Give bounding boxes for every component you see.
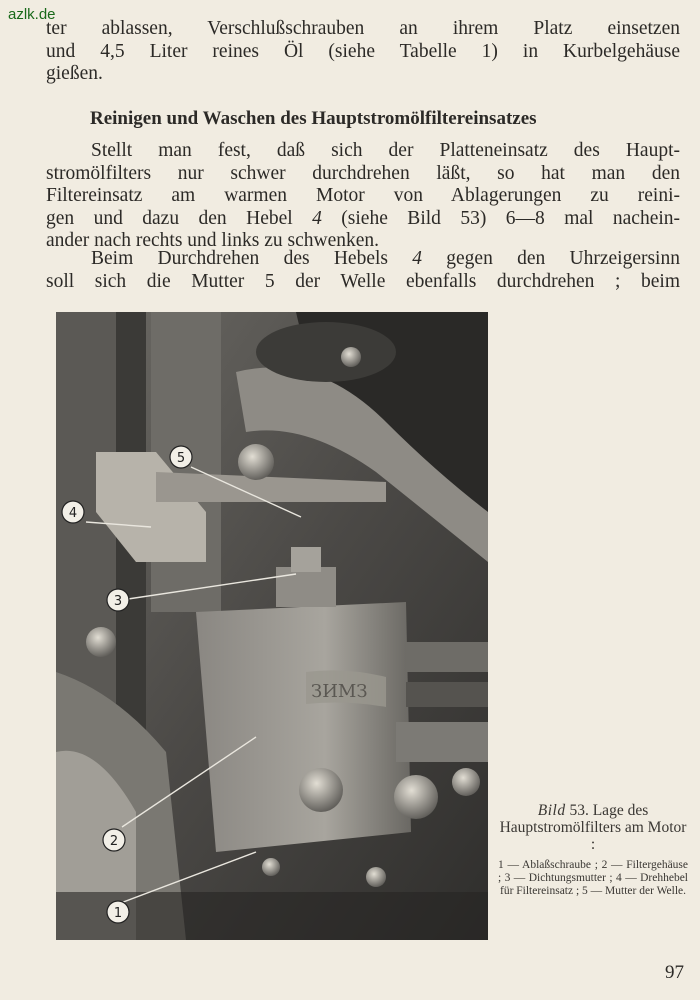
caption-title-text: Lage des Hauptstromölfilters am Motor :: [499, 802, 687, 853]
figure-caption: [498, 802, 688, 898]
caption-title: [498, 802, 688, 853]
callout-number: 4: [68, 506, 78, 521]
text-line: gießen.: [46, 63, 103, 85]
callout-label-1: [107, 901, 129, 923]
paragraph-rotation: [46, 248, 680, 293]
callout-number: 3: [113, 594, 123, 609]
text-line: stromölfilters nur schwer durchdrehen läßt, so hat man den: [46, 162, 680, 184]
text-line: ander nach rechts und links zu schwenken.: [46, 230, 380, 252]
caption-legend: 1 — Ablaßschraube ; 2 — Filtergehäuse ; 3 — Dichtungsmutter ; 4 — Drehhebel für Filtereinsatz ; 5 — Mutter der Welle.: [498, 859, 688, 897]
callout-label-5: [170, 446, 192, 468]
section-heading: Reinigen und Waschen des Hauptstromölfiltereinsatzes: [90, 108, 537, 129]
callout-number: 5: [176, 451, 186, 466]
caption-number: 53.: [565, 802, 589, 819]
callout-number: 1: [113, 906, 123, 921]
engine-photo-illustration: [56, 312, 488, 940]
text-fragment: gegen den Uhrzeigersinn: [422, 248, 680, 269]
text-line: und 4,5 Liter reines Öl (siehe Tabelle 1) in Kurbelgehäuse: [46, 40, 680, 62]
text-line: Stellt man fest, daß sich der Platteneinsatz des Haupt-: [91, 140, 680, 161]
paragraph-filter-cleaning: [46, 140, 680, 253]
engine-photo: [56, 312, 488, 940]
text-fragment: Beim Durchdrehen des Hebels: [91, 248, 413, 269]
text-line: Filtereinsatz am warmen Motor von Ablagerungen zu reini-: [46, 185, 680, 207]
text-line: [46, 208, 680, 231]
callout-label-4: [62, 501, 84, 523]
callout-number: 2: [109, 834, 119, 849]
callout-label-3: [107, 589, 129, 611]
lever-number: 4: [312, 207, 322, 229]
paragraph-oil-fill: [46, 18, 680, 86]
site-watermark: azlk.de: [8, 6, 56, 23]
text-fragment: gen und dazu den Hebel: [46, 207, 293, 229]
housing-stamp: ЗИМЗ: [311, 681, 368, 702]
text-line: [46, 248, 680, 271]
callout-label-2: [103, 829, 125, 851]
lever-number: 4: [412, 248, 422, 269]
caption-bild: Bild: [537, 802, 566, 819]
text-fragment: (siehe Bild 53) 6—8 mal nachein-: [321, 207, 681, 229]
text-line: ter ablassen, Verschlußschrauben an ihrem Platz einsetzen: [46, 18, 680, 39]
page-number: 97: [665, 962, 684, 983]
text-line: soll sich die Mutter 5 der Welle ebenfalls durchdrehen ; beim: [46, 270, 680, 292]
